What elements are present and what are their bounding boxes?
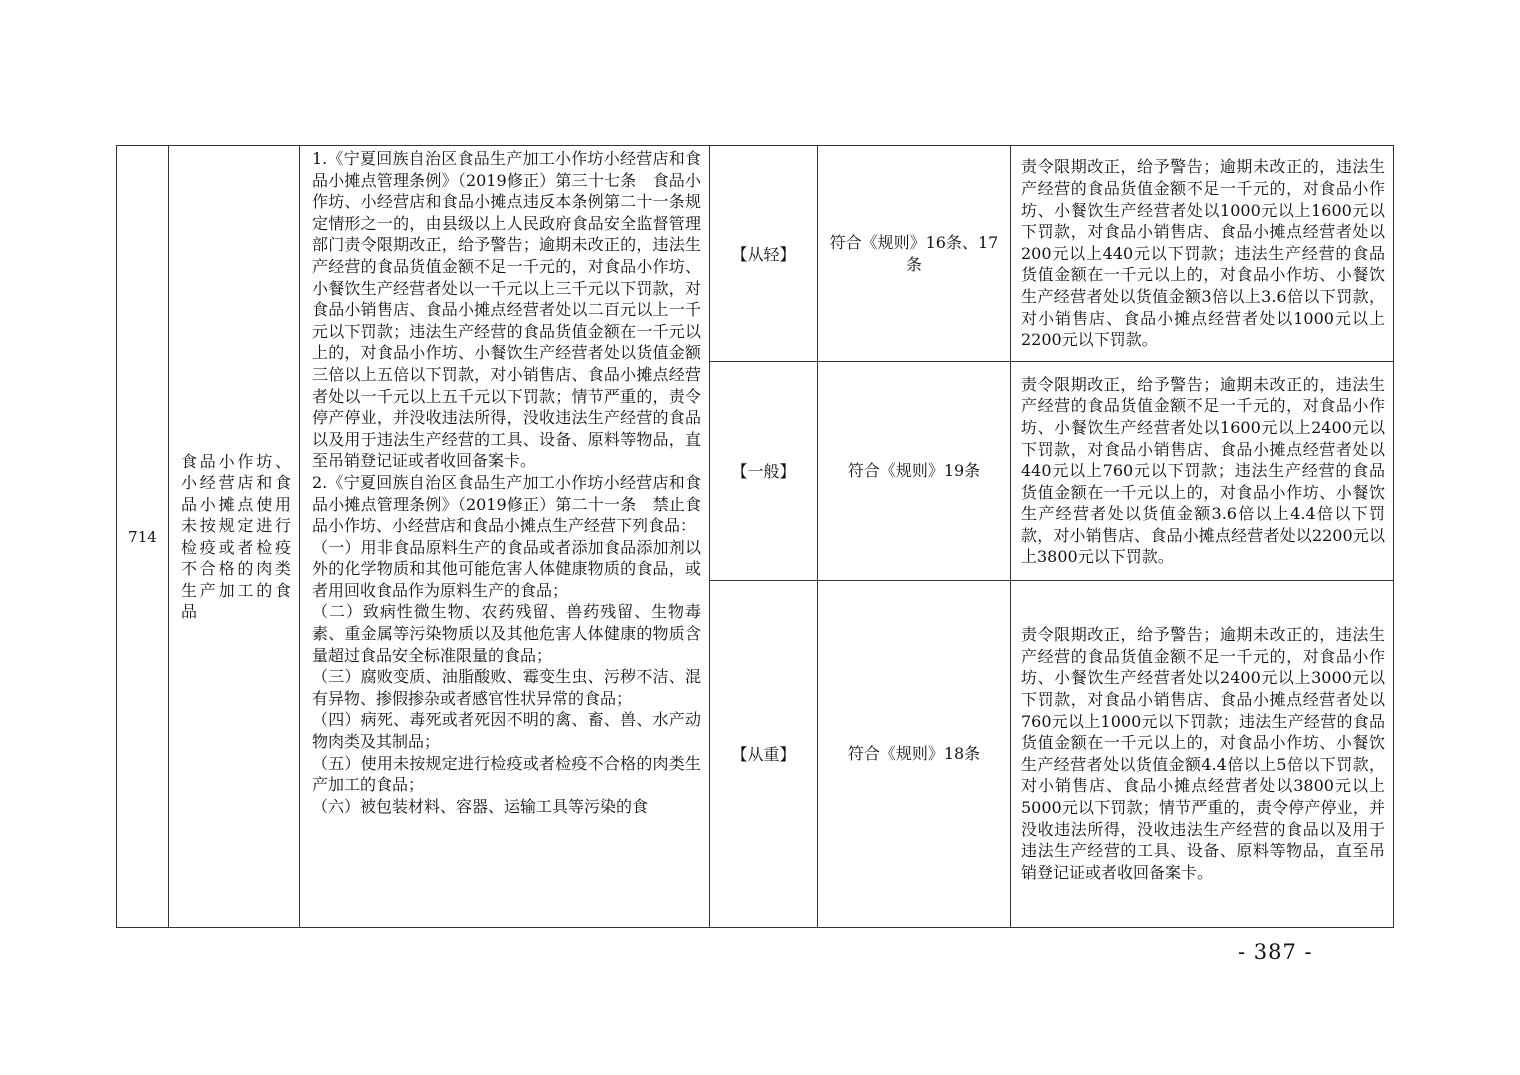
basis-paragraph: （一）用非食品原料生产的食品或者添加食品添加剂以外的化学物质和其他可能危害人体健康物质的食品，或者用回收食品作为原料生产的食品； bbox=[312, 537, 701, 600]
page-number: - 387 - bbox=[1238, 940, 1313, 964]
penalty-standard-table bbox=[116, 145, 1394, 928]
basis-paragraph: 2.《宁夏回族自治区食品生产加工小作坊小经营店和食品小摊点管理条例》（2019修正）第二十一条 禁止食品小作坊、小经营店和食品小摊点生产经营下列食品： bbox=[312, 472, 701, 536]
discretion-level: 【从轻】 bbox=[710, 146, 818, 362]
basis-paragraph: （二）致病性微生物、农药残留、兽药残留、生物毒素、重金属等污染物质以及其他危害人体健康的物质含量超过食品安全标准限量的食品； bbox=[312, 602, 701, 665]
discretion-level: 【从重】 bbox=[710, 580, 818, 927]
legal-basis bbox=[300, 146, 709, 927]
basis-paragraph: （六）被包装材料、容器、运输工具等污染的食 bbox=[312, 796, 649, 816]
discretion-level: 【一般】 bbox=[710, 362, 818, 580]
applicable-condition: 符合《规则》19条 bbox=[818, 362, 1011, 580]
violation-item-cell bbox=[169, 146, 300, 928]
applicable-condition: 符合《规则》18条 bbox=[818, 580, 1011, 927]
penalty-standard: 责令限期改正，给予警告；逾期未改正的，违法生产经营的食品货值金额不足一千元的，对食品小作坊、小餐饮生产经营者处以1600元以上2400元以下罚款，对食品小销售店、食品小摊点经营者处以440元以上760元以下罚款；违法生产经营的食品货值金额在一千元以上的，对食品小作坊、小餐饮生产经营者处以货值金额3.6倍以上4.4倍以下罚款，对小销售店、食品小摊点经营者处以2200元以上3800元以下罚款。 bbox=[1011, 362, 1394, 580]
row-number: 714 bbox=[117, 146, 169, 928]
legal-basis-cell bbox=[300, 146, 710, 928]
basis-paragraph: （五）使用未按规定进行检疫或者检疫不合格的肉类生产加工的食品； bbox=[312, 753, 701, 795]
violation-item: 食品小作坊、小经营店和食品小摊点使用未按规定进行检疫或者检疫不合格的肉类生产加工的食品 bbox=[181, 451, 291, 621]
basis-paragraph: （四）病死、毒死或者死因不明的禽、畜、兽、水产动物肉类及其制品； bbox=[312, 710, 701, 752]
penalty-standard: 责令限期改正，给予警告；逾期未改正的，违法生产经营的食品货值金额不足一千元的，对食品小作坊、小餐饮生产经营者处以1000元以上1600元以下罚款，对食品小销售店、食品小摊点经营者处以200元以上440元以下罚款；违法生产经营的食品货值金额在一千元以上的，对食品小作坊、小餐饮生产经营者处以货值金额3倍以上3.6倍以下罚款，对小销售店、食品小摊点经营者处以1000元以上2200元以下罚款。 bbox=[1011, 146, 1394, 362]
basis-paragraph: 1.《宁夏回族自治区食品生产加工小作坊小经营店和食品小摊点管理条例》（2019修正）第三十七条 食品小作坊、小经营店和食品小摊点违反本条例第二十一条规定情形之一的，由县级以上人民政府食品安全监督管理部门责令限期改正，给予警告；逾期未改正的，违法生产经营的食品货值金额不足一千元的，对食品小作坊、小餐饮生产经营者处以一千元以上三千元以下罚款，对食品小销售店、食品小摊点经营者处以二百元以上一千元以下罚款；违法生产经营的食品货值金额在一千元以上的，对食品小作坊、小餐饮生产经营者处以货值金额三倍以上五倍以下罚款，对小销售店、食品小摊点经营者处以一千元以上五千元以下罚款；情节严重的，责令停产停业，并没收违法所得，没收违法生产经营的食品以及用于违法生产经营的工具、设备、原料等物品，直至吊销登记证或者收回备案卡。 bbox=[312, 149, 701, 471]
penalty-standard: 责令限期改正，给予警告；逾期未改正的，违法生产经营的食品货值金额不足一千元的，对食品小作坊、小餐饮生产经营者处以2400元以上3000元以下罚款，对食品小销售店、食品小摊点经营者处以760元以上1000元以下罚款；违法生产经营的食品货值金额在一千元以上的，对食品小作坊、小餐饮生产经营者处以货值金额4.4倍以上5倍以下罚款，对小销售店、食品小摊点经营者处以3800元以上5000元以下罚款；情节严重的，责令停产停业，并没收违法所得，没收违法生产经营的食品以及用于违法生产经营的工具、设备、原料等物品，直至吊销登记证或者收回备案卡。 bbox=[1011, 580, 1394, 927]
table-row bbox=[117, 146, 1394, 362]
basis-paragraph: （三）腐败变质、油脂酸败、霉变生虫、污秽不洁、混有异物、掺假掺杂或者感官性状异常的食品； bbox=[312, 667, 701, 708]
applicable-condition: 符合《规则》16条、17条 bbox=[818, 146, 1011, 362]
